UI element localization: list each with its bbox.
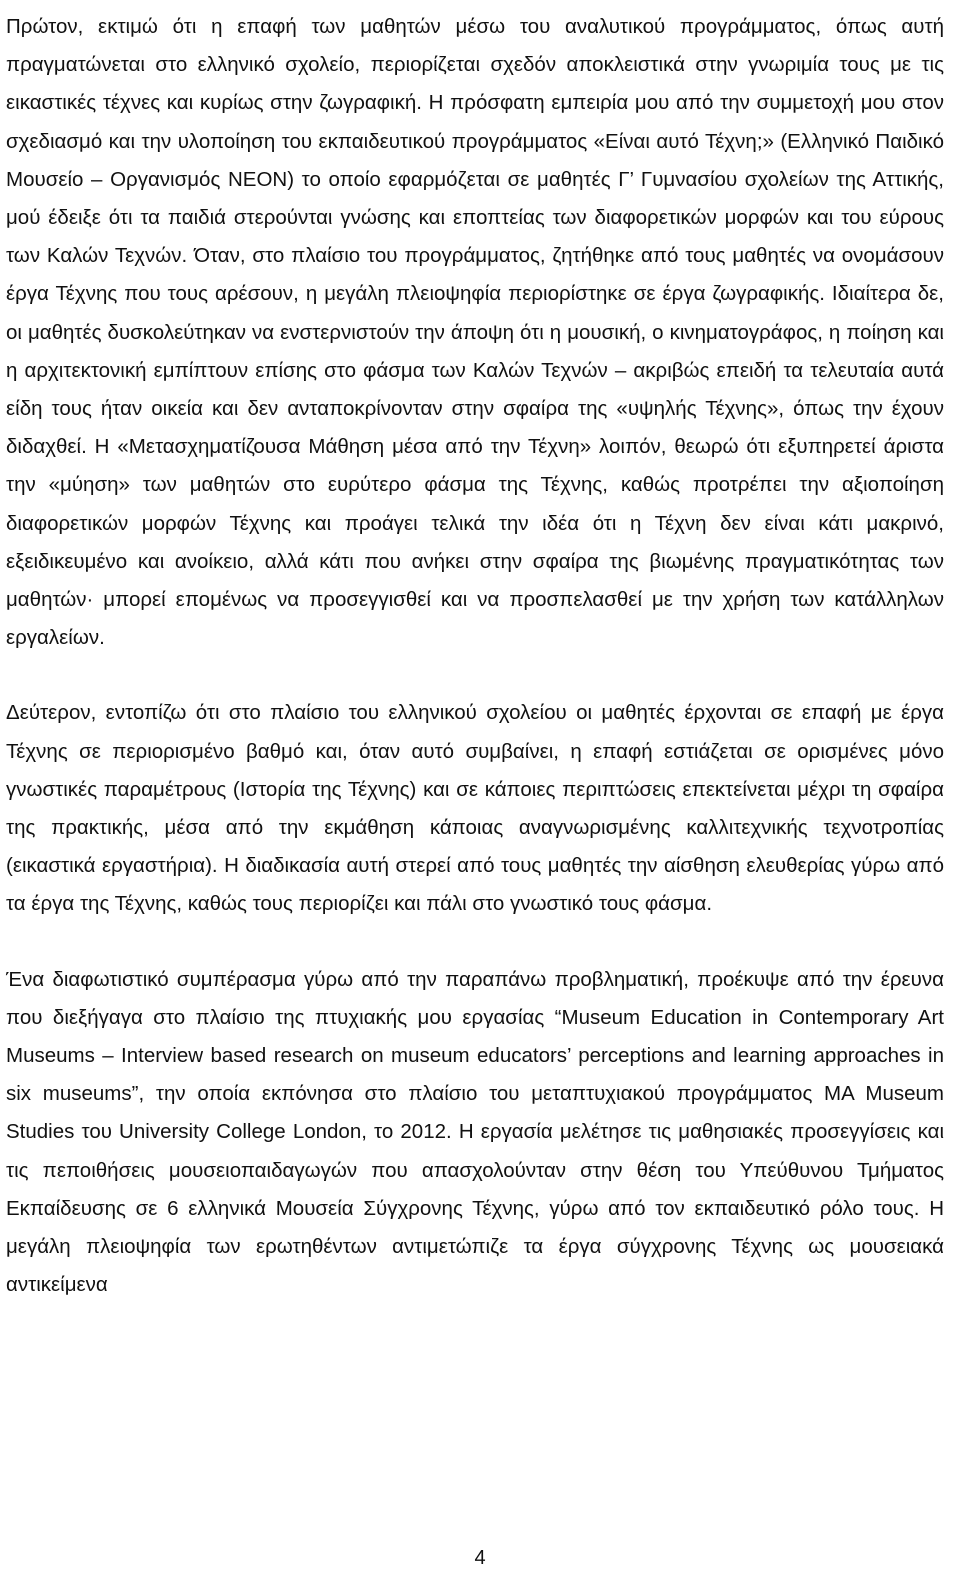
paragraph-second-point: Δεύτερον, εντοπίζω ότι στο πλαίσιο του ελληνικού σχολείου οι μαθητές έρχονται σε επαφή με έργα Τέχνης σε περιορισμένο βαθμό και, όταν αυτό συμβαίνει, η επαφή εστιάζεται σε ορισμένες μόνο γνωστικές παραμέτρους (Ιστορία της Τέχνης) και σε κάποιες περιπτώσεις επεκτείνεται μέχρι τη σφαίρα της πρακτικής, μέσα από την εκμάθηση κάποιας αναγνωρισμένης καλλιτεχνικής τεχνοτροπίας (εικαστικά εργαστήρια). Η διαδικασία αυτή στερεί από τους μαθητές την αίσθηση ελευθερίας γύρω από τα έργα της Τέχνης, καθώς τους περιορίζει και πάλι στο γνωστικό τους φάσμα. [6, 701, 944, 916]
paragraph-first-point: Πρώτον, εκτιμώ ότι η επαφή των μαθητών μέσω του αναλυτικού προγράμματος, όπως αυτή πραγματώνεται στο ελληνικό σχολείο, περιορίζεται σχεδόν αποκλειστικά στην γνωριμία τους με τις εικαστικές τέχνες και κυρίως στην ζωγραφική. Η πρόσφατη εμπειρία μου από την συμμετοχή μου στον σχεδιασμό και την υλοποίηση του εκπαιδευτικού προγράμματος «Είναι αυτό Τέχνη;» (Ελληνικό Παιδικό Μουσείο – Οργανισμός ΝΕΟΝ) το οποίο εφαρμόζεται σε μαθητές Γ’ Γυμνασίου σχολείων της Αττικής, μού έδειξε ότι τα παιδιά στερούνται γνώσης και εποπτείας των διαφορετικών μορφών και του εύρους των Καλών Τεχνών. Όταν, στο πλαίσιο του προγράμματος, ζητήθηκε από τους μαθητές να ονομάσουν έργα Τέχνης που τους αρέσουν, η μεγάλη πλειοψηφία περιορίστηκε σε έργα ζωγραφικής. Ιδιαίτερα δε, οι μαθητές δυσκολεύτηκαν να ενστερνιστούν την άποψη ότι η μουσική, ο κινηματογράφος, η ποίηση και η αρχιτεκτονική εμπίπτουν επίσης στο φάσμα των Καλών Τεχνών – ακριβώς επειδή τα τελευταία αυτά είδη τους ήταν οικεία και δεν ανταποκρίνονταν στην σφαίρα της «υψηλής Τέχνης», όπως την έχουν διδαχθεί. Η «Μετασχηματίζουσα Μάθηση μέσα από την Τέχνη» λοιπόν, θεωρώ ότι εξυπηρετεί άριστα την «μύηση» των μαθητών στο ευρύτερο φάσμα της Τέχνης, καθώς προτρέπει την αξιοποίηση διαφορετικών μορφών Τέχνης και προάγει τελικά την ιδέα ότι η Τέχνη δεν είναι κάτι μακρινό, εξειδικευμένο και ανοίκειο, αλλά κάτι που ανήκει στην σφαίρα της βιωμένης πραγματικότητας των μαθητών· μπορεί επομένως να προσεγγισθεί και να προσπελασθεί με την χρήση των κατάλληλων εργαλείων. [6, 15, 944, 650]
paragraph-research-conclusion: Ένα διαφωτιστικό συμπέρασμα γύρω από την παραπάνω προβληματική, προέκυψε από την έρευνα που διεξήγαγα στο πλαίσιο της πτυχιακής μου εργασίας “Museum Education in Contemporary Art Museums – Interview based research on museum educators’ perceptions and learning approaches in six museums”, την οποία εκπόνησα στο πλαίσιο του μεταπτυχιακού προγράμματος MA Museum Studies του University College London, το 2012. Η εργασία μελέτησε τις μαθησιακές προσεγγίσεις και τις πεποιθήσεις μουσειοπαιδαγωγών που απασχολούνταν στην θέση του Υπεύθυνου Τμήματος Εκπαίδευσης σε 6 ελληνικά Μουσεία Σύγχρονης Τέχνης, γύρω από τον εκπαιδευτικό ρόλο τους. Η μεγάλη πλειοψηφία των ερωτηθέντων αντιμετώπιζε τα έργα σύγχρονης Τέχνης ως μουσειακά αντικείμενα [6, 967, 944, 1297]
page-number: 4 [474, 1547, 486, 1569]
document-page [6, 8, 944, 1305]
